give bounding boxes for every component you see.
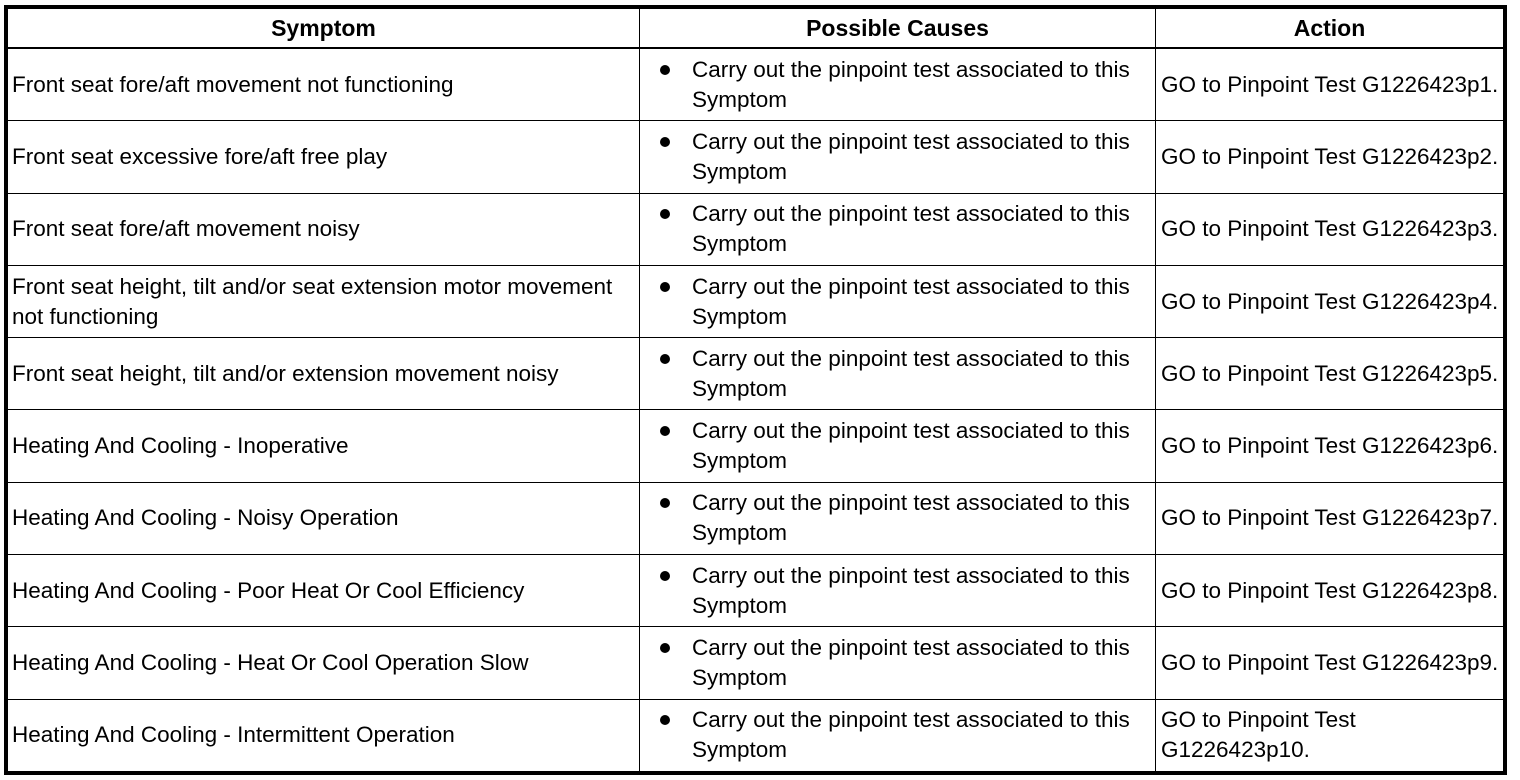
causes-cell xyxy=(640,482,1156,554)
table-row xyxy=(8,193,1504,265)
header-possible-causes: Possible Causes xyxy=(640,9,1156,49)
cause-list-item xyxy=(660,199,1151,259)
cause-text: Carry out the pinpoint test associated to this Symptom xyxy=(692,635,1130,691)
symptom-cell: Heating And Cooling - Intermittent Operation xyxy=(8,699,640,771)
cause-list-item xyxy=(660,633,1151,693)
cause-list-item xyxy=(660,561,1151,621)
symptom-cell: Heating And Cooling - Heat Or Cool Operation Slow xyxy=(8,627,640,699)
cause-text: Carry out the pinpoint test associated to this Symptom xyxy=(692,56,1130,112)
header-action: Action xyxy=(1156,9,1504,49)
table-row xyxy=(8,121,1504,193)
symptom-cell: Front seat fore/aft movement not functioning xyxy=(8,48,640,121)
causes-cell xyxy=(640,699,1156,771)
symptom-cell: Heating And Cooling - Poor Heat Or Cool Efficiency xyxy=(8,555,640,627)
table-row xyxy=(8,48,1504,121)
table-row xyxy=(8,338,1504,410)
table-row xyxy=(8,555,1504,627)
causes-cell xyxy=(640,265,1156,337)
symptom-cell: Front seat excessive fore/aft free play xyxy=(8,121,640,193)
symptom-cell: Heating And Cooling - Inoperative xyxy=(8,410,640,482)
cause-list-item xyxy=(660,705,1151,765)
action-cell: GO to Pinpoint Test G1226423p8. xyxy=(1156,555,1504,627)
cause-list-item xyxy=(660,488,1151,548)
cause-text: Carry out the pinpoint test associated to this Symptom xyxy=(692,707,1130,763)
action-cell: GO to Pinpoint Test G1226423p10. xyxy=(1156,699,1504,771)
action-cell: GO to Pinpoint Test G1226423p3. xyxy=(1156,193,1504,265)
action-cell: GO to Pinpoint Test G1226423p7. xyxy=(1156,482,1504,554)
table-row xyxy=(8,410,1504,482)
table-row xyxy=(8,627,1504,699)
action-cell: GO to Pinpoint Test G1226423p1. xyxy=(1156,48,1504,121)
cause-text: Carry out the pinpoint test associated to this Symptom xyxy=(692,128,1130,184)
bullet-icon xyxy=(660,65,670,75)
table-body xyxy=(8,48,1504,772)
causes-cell xyxy=(640,627,1156,699)
cause-text: Carry out the pinpoint test associated to this Symptom xyxy=(692,345,1130,401)
header-symptom: Symptom xyxy=(8,9,640,49)
symptom-cell: Heating And Cooling - Noisy Operation xyxy=(8,482,640,554)
symptom-cell: Front seat fore/aft movement noisy xyxy=(8,193,640,265)
bullet-icon xyxy=(660,426,670,436)
diagnostic-table xyxy=(7,8,1504,772)
cause-text: Carry out the pinpoint test associated to this Symptom xyxy=(692,273,1130,329)
cause-text: Carry out the pinpoint test associated to this Symptom xyxy=(692,418,1130,474)
bullet-icon xyxy=(660,354,670,364)
action-cell: GO to Pinpoint Test G1226423p4. xyxy=(1156,265,1504,337)
cause-list-item xyxy=(660,416,1151,476)
symptom-cell: Front seat height, tilt and/or extension movement noisy xyxy=(8,338,640,410)
causes-cell xyxy=(640,410,1156,482)
action-cell: GO to Pinpoint Test G1226423p9. xyxy=(1156,627,1504,699)
bullet-icon xyxy=(660,137,670,147)
cause-text: Carry out the pinpoint test associated to this Symptom xyxy=(692,201,1130,257)
table-row xyxy=(8,265,1504,337)
header-row xyxy=(8,9,1504,49)
cause-list-item xyxy=(660,344,1151,404)
bullet-icon xyxy=(660,715,670,725)
table-row xyxy=(8,482,1504,554)
bullet-icon xyxy=(660,498,670,508)
cause-list-item xyxy=(660,272,1151,332)
bullet-icon xyxy=(660,209,670,219)
action-cell: GO to Pinpoint Test G1226423p2. xyxy=(1156,121,1504,193)
action-cell: GO to Pinpoint Test G1226423p5. xyxy=(1156,338,1504,410)
cause-list-item xyxy=(660,127,1151,187)
cause-list-item xyxy=(660,55,1151,115)
cause-text: Carry out the pinpoint test associated to this Symptom xyxy=(692,490,1130,546)
bullet-icon xyxy=(660,571,670,581)
causes-cell xyxy=(640,555,1156,627)
causes-cell xyxy=(640,338,1156,410)
symptom-chart-table xyxy=(4,5,1507,775)
cause-text: Carry out the pinpoint test associated to this Symptom xyxy=(692,562,1130,618)
symptom-cell: Front seat height, tilt and/or seat extension motor movement not functioning xyxy=(8,265,640,337)
bullet-icon xyxy=(660,643,670,653)
causes-cell xyxy=(640,193,1156,265)
causes-cell xyxy=(640,121,1156,193)
bullet-icon xyxy=(660,282,670,292)
table-row xyxy=(8,699,1504,771)
action-cell: GO to Pinpoint Test G1226423p6. xyxy=(1156,410,1504,482)
causes-cell xyxy=(640,48,1156,121)
